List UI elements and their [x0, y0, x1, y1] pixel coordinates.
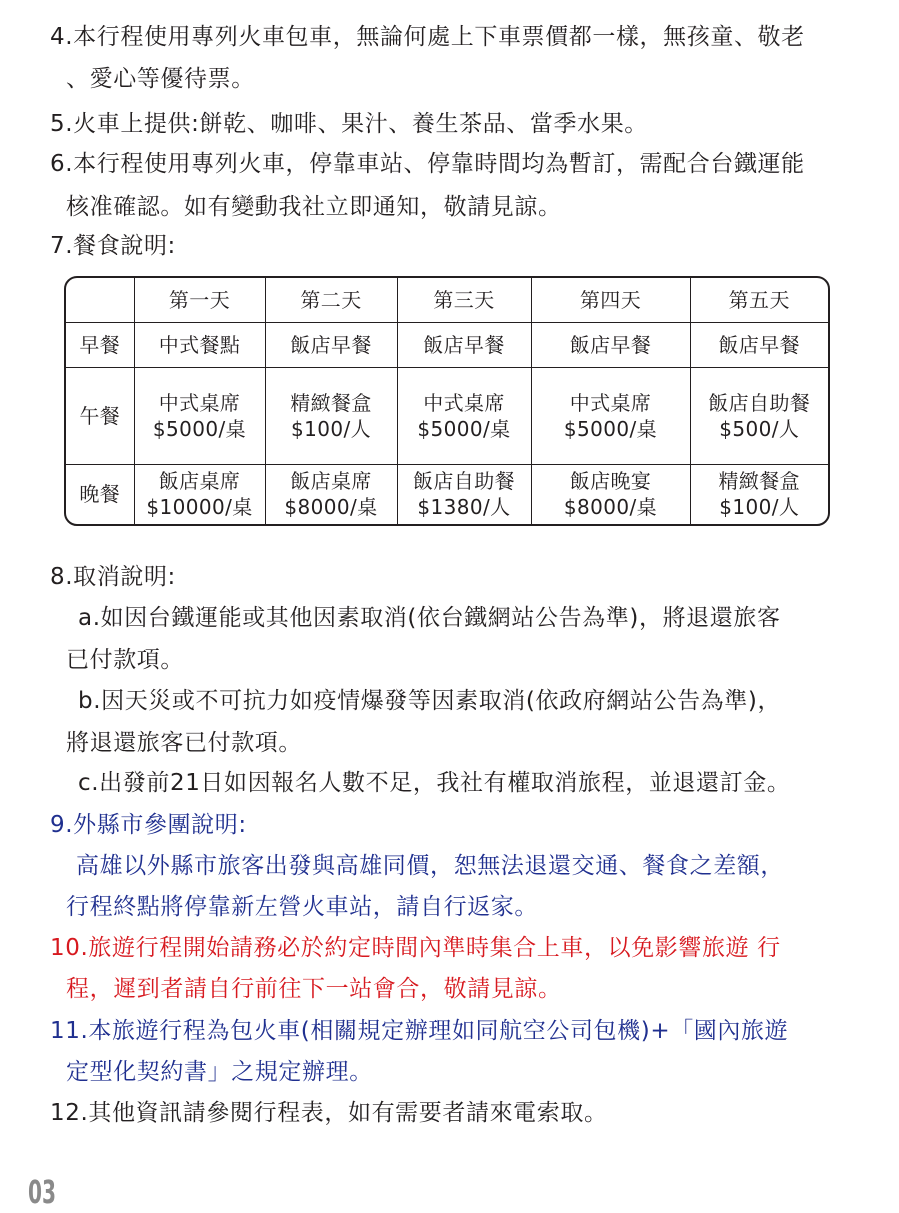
- meal-table-row-label: 晚餐: [66, 464, 134, 524]
- note-8: 8.取消說明:: [50, 564, 176, 590]
- note-5: 5.火車上提供:餅乾、咖啡、果汁、養生茶品、當季水果。: [50, 111, 648, 137]
- meal-table-cell: [265, 464, 397, 524]
- cell-line: 中式餐點: [158, 332, 241, 357]
- cell-price: $1380/人: [417, 495, 511, 520]
- note-11-line-2: 定型化契約書」之規定辦理。: [66, 1059, 373, 1085]
- meal-table-cell: [134, 367, 265, 464]
- meal-table-header-row: [66, 278, 828, 322]
- note-12: 12.其他資訊請參閱行程表，如有需要者請來電索取。: [50, 1100, 608, 1126]
- note-9: 9.外縣市參團說明:: [50, 812, 247, 838]
- cell-price: $5000/桌: [417, 416, 511, 441]
- meal-table-corner: [66, 278, 134, 322]
- cell-price: $100/人: [719, 495, 800, 520]
- note-7: 7.餐食說明:: [50, 233, 176, 259]
- cell-price: $100/人: [290, 416, 372, 441]
- cell-line: 精緻餐盒: [290, 390, 372, 415]
- cell-price: $500/人: [719, 416, 800, 441]
- meal-table-row-dinner: [66, 464, 828, 524]
- meal-table-day-4: 第四天: [531, 278, 690, 322]
- note-10-line-2: 程，遲到者請自行前往下一站會合，敬請見諒。: [66, 976, 562, 1002]
- meal-table-cell: [690, 464, 828, 524]
- meal-table-cell: [265, 322, 397, 367]
- meal-table-cell: [397, 367, 531, 464]
- cell-line: 中式桌席: [569, 390, 652, 415]
- meal-table: [64, 276, 830, 526]
- cell-line: 飯店早餐: [423, 332, 505, 357]
- cell-price: $10000/桌: [146, 495, 253, 520]
- meal-table-cell: [531, 464, 690, 524]
- cell-line: 中式桌席: [423, 390, 505, 415]
- note-9-line-2: 行程終點將停靠新左營火車站，請自行返家。: [66, 894, 538, 920]
- meal-table-row-label: 午餐: [66, 367, 134, 464]
- meal-table-day-1: 第一天: [134, 278, 265, 322]
- meal-table-cell: [690, 367, 828, 464]
- meal-table-row-breakfast: [66, 322, 828, 367]
- note-6-line-2: 核准確認。如有變動我社立即通知，敬請見諒。: [66, 194, 562, 220]
- cell-line: 精緻餐盒: [718, 469, 801, 494]
- meal-table-cell: [531, 367, 690, 464]
- cell-line: 飯店早餐: [569, 332, 652, 357]
- meal-table-day-5: 第五天: [690, 278, 828, 322]
- cell-line: 飯店晚宴: [569, 469, 652, 494]
- note-8b-line-1: b.因天災或不可抗力如疫情爆發等因素取消(依政府網站公告為準)，: [78, 688, 782, 714]
- meal-table-cell: [397, 322, 531, 367]
- cell-line: 飯店早餐: [290, 332, 372, 357]
- note-9-line-1: 高雄以外縣市旅客出發與高雄同價，恕無法退還交通、餐食之差額，: [76, 853, 784, 879]
- meal-table-day-3: 第三天: [397, 278, 531, 322]
- note-8a-line-2: 已付款項。: [66, 647, 184, 673]
- note-8c: c.出發前21日如因報名人數不足，我社有權取消旅程，並退還訂金。: [78, 770, 791, 796]
- meal-table-cell: [134, 322, 265, 367]
- note-4-line-2: 、愛心等優待票。: [66, 66, 255, 92]
- meal-table-row-label: 早餐: [66, 322, 134, 367]
- cell-line: 飯店桌席: [158, 469, 241, 494]
- cell-line: 飯店自助餐: [708, 390, 811, 415]
- cell-line: 中式桌席: [158, 390, 241, 415]
- meal-table-cell: [265, 367, 397, 464]
- cell-price: $8000/桌: [284, 495, 378, 520]
- note-4-line-1: 4.本行程使用專列火車包車，無論何處上下車票價都一樣，無孩童、敬老: [50, 24, 805, 50]
- note-8a-line-1: a.如因台鐵運能或其他因素取消(依台鐵網站公告為準)，將退還旅客: [78, 605, 781, 631]
- cell-line: 飯店自助餐: [413, 469, 515, 494]
- note-6-line-1: 6.本行程使用專列火車，停靠車站、停靠時間均為暫訂，需配合台鐵運能: [50, 151, 805, 177]
- note-11-line-1: 11.本旅遊行程為包火車(相關規定辦理如同航空公司包機)+「國內旅遊: [50, 1018, 789, 1044]
- meal-table-cell: [690, 322, 828, 367]
- meal-table-cell: [531, 322, 690, 367]
- cell-price: $5000/桌: [563, 416, 658, 441]
- cell-line: 飯店桌席: [290, 469, 372, 494]
- meal-table-row-lunch: [66, 367, 828, 464]
- note-10-line-1: 10.旅遊行程開始請務必於約定時間內準時集合上車，以免影響旅遊 行: [50, 935, 781, 961]
- meal-table-day-2: 第二天: [265, 278, 397, 322]
- meal-table-cell: [134, 464, 265, 524]
- cell-price: $8000/桌: [563, 495, 658, 520]
- cell-line: 飯店早餐: [718, 332, 801, 357]
- meal-table-cell: [397, 464, 531, 524]
- page-number: 03: [28, 1173, 57, 1211]
- cell-price: $5000/桌: [152, 416, 247, 441]
- note-8b-line-2: 將退還旅客已付款項。: [66, 730, 302, 756]
